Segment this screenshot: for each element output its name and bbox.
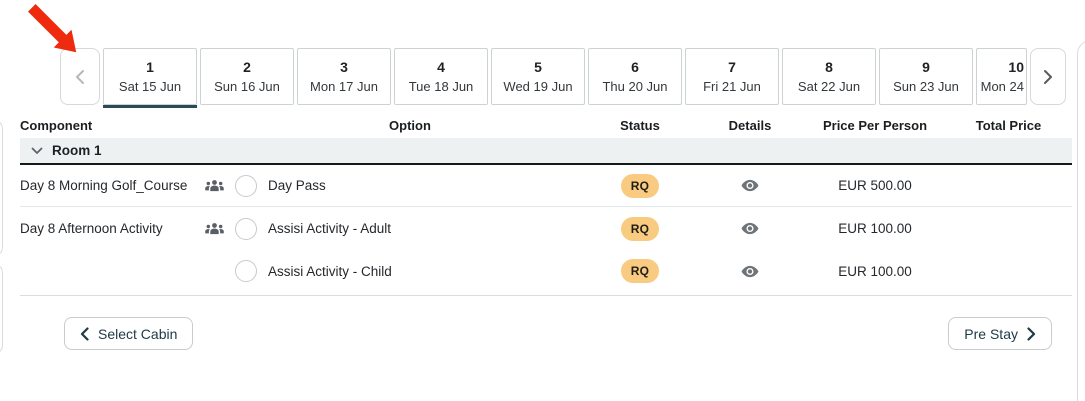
- tab-date: Sun 16 Jun: [214, 79, 280, 94]
- chevron-left-icon: [75, 69, 85, 85]
- option-label: Assisi Activity - Adult: [268, 221, 392, 236]
- tab-day-number: 9: [922, 59, 930, 75]
- day-tab-5[interactable]: [491, 48, 585, 105]
- right-panel-edge: [1077, 40, 1085, 401]
- day-tab-2[interactable]: [200, 48, 294, 105]
- tab-date: Sat 15 Jun: [118, 79, 182, 94]
- tab-date: Fri 21 Jun: [703, 79, 761, 94]
- option-radio[interactable]: [235, 260, 257, 282]
- tab-day-number: 1: [146, 59, 154, 75]
- chevron-right-icon: [1027, 327, 1036, 341]
- pre-stay-label: Pre Stay: [964, 325, 1018, 342]
- header-option: Option: [389, 117, 431, 133]
- room-group-label: Room 1: [52, 143, 102, 158]
- tab-day-number: 5: [534, 59, 542, 75]
- tab-day-number: 4: [437, 59, 445, 75]
- status-badge: RQ: [621, 217, 659, 241]
- day-tab-8[interactable]: [782, 48, 876, 105]
- table-row: [20, 250, 1072, 292]
- details-eye-icon[interactable]: [741, 265, 759, 278]
- red-annotation-arrow-icon: [24, 2, 84, 60]
- details-eye-icon[interactable]: [741, 179, 759, 192]
- tab-date: Wed 19 Jun: [503, 79, 573, 94]
- tab-day-number: 2: [243, 59, 251, 75]
- component-name: Day 8 Afternoon Activity: [20, 221, 163, 236]
- chevron-right-icon: [1043, 69, 1053, 85]
- tab-date: Tue 18 Jun: [408, 79, 474, 94]
- table-row: [20, 207, 1072, 250]
- table-row: [20, 165, 1072, 207]
- table-end-divider: [20, 295, 1072, 296]
- room-group-toggle[interactable]: [20, 138, 1072, 165]
- select-cabin-button[interactable]: [64, 317, 193, 350]
- tabs-next-button[interactable]: [1030, 48, 1066, 105]
- pre-stay-button[interactable]: [948, 317, 1052, 350]
- tab-day-number: 7: [728, 59, 736, 75]
- guests-icon: [205, 222, 235, 236]
- details-eye-icon[interactable]: [741, 222, 759, 235]
- left-panel-edge-bottom: [0, 263, 3, 355]
- tab-day-number: 6: [631, 59, 639, 75]
- components-table: [20, 113, 1072, 292]
- option-radio[interactable]: [235, 175, 257, 197]
- tab-day-number: 3: [340, 59, 348, 75]
- tab-date: Thu 20 Jun: [602, 79, 668, 94]
- chevron-down-icon: [31, 147, 43, 155]
- day-tab-10[interactable]: [976, 48, 1027, 105]
- header-status: Status: [620, 117, 660, 133]
- tab-date: Mon 24: [980, 79, 1024, 94]
- chevron-left-icon: [80, 327, 89, 341]
- day-tab-9[interactable]: [879, 48, 973, 105]
- option-radio[interactable]: [235, 218, 257, 240]
- tab-date: Sun 23 Jun: [893, 79, 959, 94]
- day-tab-3[interactable]: [297, 48, 391, 105]
- day-tab-6[interactable]: [588, 48, 682, 105]
- day-tab-7[interactable]: [685, 48, 779, 105]
- tab-day-number: 10: [1008, 59, 1024, 75]
- header-price-per-person: Price Per Person: [822, 117, 928, 133]
- header-total-price: Total Price: [975, 117, 1042, 133]
- component-name: Day 8 Morning Golf_Course: [20, 178, 188, 193]
- guests-icon: [205, 179, 235, 193]
- price-per-person: EUR 100.00: [838, 221, 912, 236]
- status-badge: RQ: [621, 259, 659, 283]
- header-details: Details: [728, 117, 772, 133]
- status-badge: RQ: [621, 174, 659, 198]
- tab-date: Mon 17 Jun: [310, 79, 378, 94]
- select-cabin-label: Select Cabin: [98, 325, 178, 342]
- day-tab-4[interactable]: [394, 48, 488, 105]
- price-per-person: EUR 500.00: [838, 178, 912, 193]
- option-label: Day Pass: [268, 178, 326, 193]
- left-panel-edge-top: [0, 119, 3, 257]
- header-component: Component: [20, 117, 93, 133]
- tab-day-number: 8: [825, 59, 833, 75]
- day-tab-1[interactable]: [103, 48, 197, 105]
- option-label: Assisi Activity - Child: [268, 263, 392, 279]
- day-tab-strip: [60, 48, 1066, 105]
- tab-date: Sat 22 Jun: [797, 79, 861, 94]
- table-header-row: [20, 113, 1072, 137]
- price-per-person: EUR 100.00: [838, 263, 912, 279]
